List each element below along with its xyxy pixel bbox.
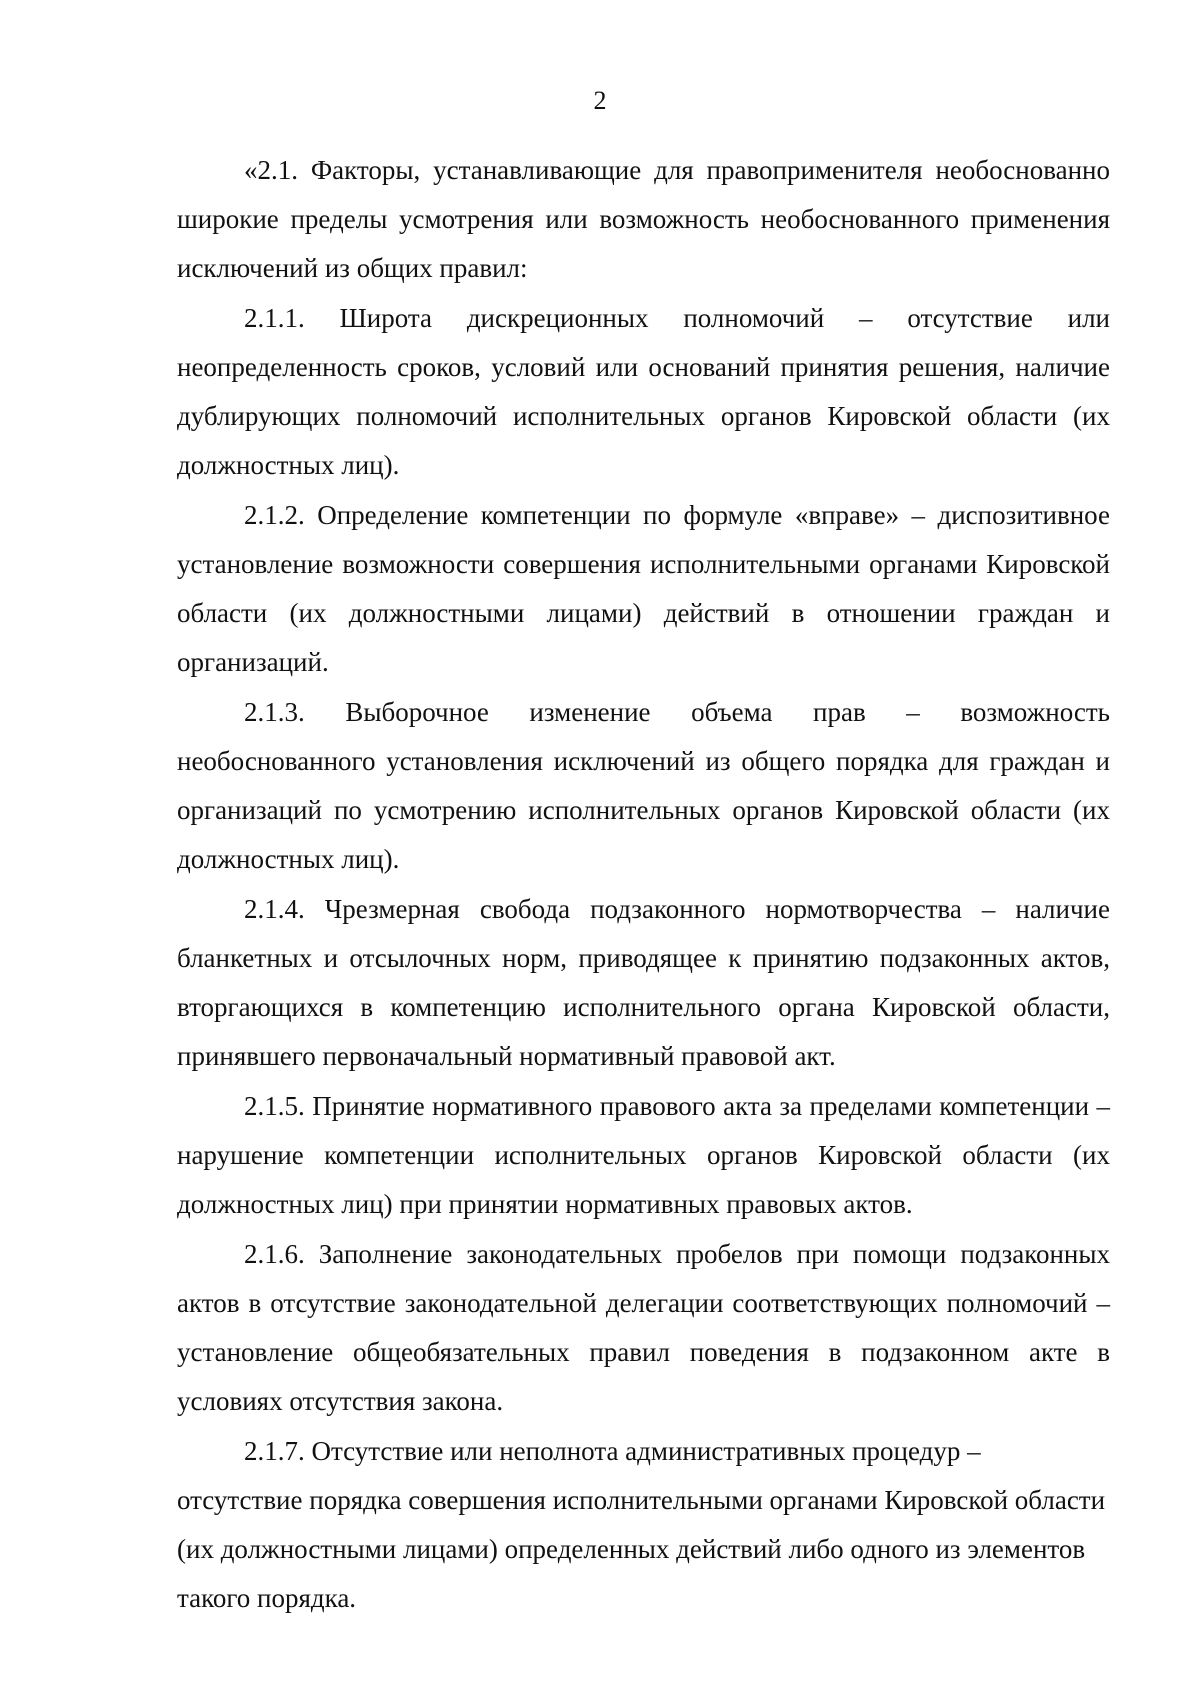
paragraph-2-1-5: 2.1.5. Принятие нормативного правового акта за пределами компетенции – нарушение компетенции исполнительных органов Кировской области (их должностных лиц) при принятии нормативных правовых актов.: [177, 1091, 1110, 1219]
document-body: [177, 146, 1110, 1624]
paragraph-2-1-4: 2.1.4. Чрезмерная свобода подзаконного нормотворчества – наличие бланкетных и отсылочных норм, приводящее к принятию подзаконных актов, вторгающихся в компетенцию исполнительного органа Кировской области, принявшего первоначальный нормативный правовой акт.: [177, 894, 1110, 1071]
paragraph-2-1-2: 2.1.2. Определение компетенции по формуле «вправе» – диспозитивное установление возможности совершения исполнительными органами Кировской области (их должностными лицами) действий в отношении граждан и организаций.: [177, 500, 1110, 677]
paragraph-2-1: «2.1. Факторы, устанавливающие для правоприменителя необоснованно широкие пределы усмотрения или возможность необоснованного применения исключений из общих правил:: [177, 155, 1110, 283]
paragraph-2-1-1: 2.1.1. Широта дискреционных полномочий – отсутствие или неопределенность сроков, условий или оснований принятия решения, наличие дублирующих полномочий исполнительных органов Кировской области (их должностных лиц).: [177, 303, 1110, 480]
paragraph-2-1-7: 2.1.7. Отсутствие или неполнота административных процедур – отсутствие порядка совершения исполнительными органами Кировской области (их должностными лицами) определенных действий либо одного из элементов такого порядка.: [177, 1436, 1106, 1613]
paragraph-2-1-6: 2.1.6. Заполнение законодательных пробелов при помощи подзаконных актов в отсутствие законодательной делегации соответствующих полномочий – установление общеобязательных правил поведения в подзаконном акте в условиях отсутствия закона.: [177, 1239, 1110, 1416]
paragraph-2-1-3: 2.1.3. Выборочное изменение объема прав – возможность необоснованного установления исключений из общего порядка для граждан и организаций по усмотрению исполнительных органов Кировской области (их должностных лиц).: [177, 697, 1110, 874]
page-number: 2: [593, 86, 607, 115]
